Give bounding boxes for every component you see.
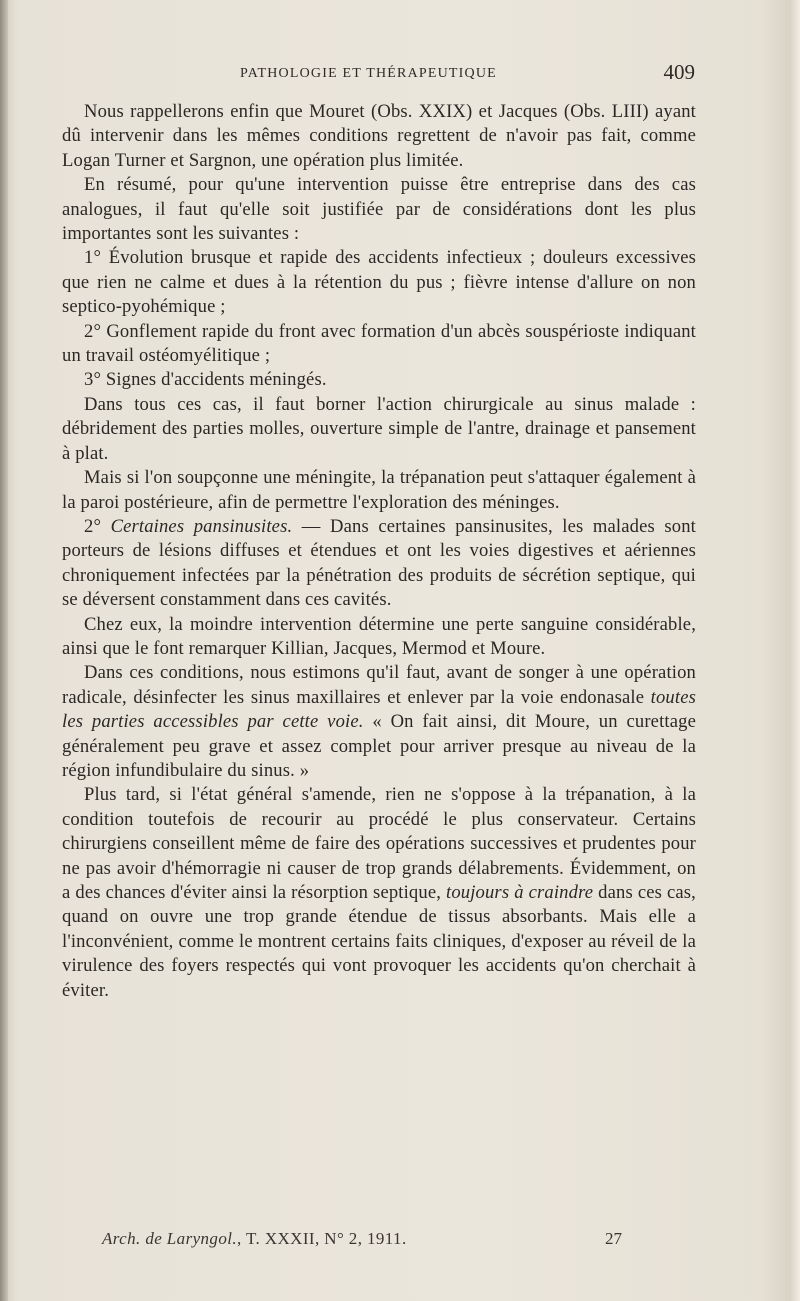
paragraph-text: Dans ces conditions, nous estimons qu'il faut, avant de songer à une opération radicale, désinfecter les sinus maxillaires et enlever par la voie endonasale	[62, 662, 696, 708]
section-text: — Dans certaines pansinusites, les malades sont porteurs de lésions diffuses et étendues et ont les voies digestives et aériennes chroniquement infectées par la pénétration des produits de sécrétion septique, qui se déversent constamment dans ces cavités.	[62, 515, 696, 611]
paragraph: Dans tous ces cas, il faut borner l'action chirurgicale au sinus malade : débridement des parties molles, ouverture simple de l'antre, drainage et pansement à plat.	[62, 393, 696, 464]
paragraph: En résumé, pour qu'une intervention puisse être entreprise dans des cas analogues, il faut qu'elle soit justifiée par de considérations dont les plus importantes sont les suivantes :	[62, 174, 696, 245]
paragraph	[62, 783, 696, 1003]
paragraph-text: « On fait ainsi, dit Moure, un curettage généralement peu grave et assez complet pour arriver presque au niveau de la région infundibulaire du sinus. »	[62, 711, 696, 781]
page-footer	[102, 1229, 622, 1253]
page-number: 409	[663, 60, 695, 84]
body-text	[62, 100, 696, 1003]
list-item: 2° Gonflement rapide du front avec formation d'un abcès souspérioste indiquant un travail ostéomyélitique ;	[62, 320, 696, 367]
paragraph-text: Plus tard, si l'état général s'amende, rien ne s'oppose à la trépanation, à la condition toutefois de recourir au procédé le plus conservateur. Certains chirurgiens conseillent même de faire des opérations successives et prudentes pour ne pas avoir d'hémorragie ni causer de trop grands délabrements. Évidemment, on a des chances d'éviter ainsi la résorption septique,	[62, 784, 696, 903]
signature-mark: 27	[605, 1229, 622, 1248]
section-paragraph	[62, 515, 696, 613]
paragraph: Nous rappellerons enfin que Mouret (Obs. XXIX) et Jacques (Obs. LIII) ayant dû intervenir dans les mêmes conditions regrettent de n'avoir pas fait, comme Logan Turner et Sargnon, une opération plus limitée.	[62, 101, 696, 171]
paragraph-text: dans ces cas, quand on ouvre une trop grande étendue de tissus absorbants. Mais elle a l'inconvénient, comme le montrent certains faits cliniques, d'exposer au réveil de la virulence des foyers respectés qui vont provoquer les accidents qu'on cherchait à éviter.	[62, 882, 696, 1001]
list-item: 1° Évolution brusque et rapide des accidents infectieux ; douleurs excessives que rien ne calme et dues à la rétention du pus ; fièvre intense d'allure on non septico-pyohémique ;	[62, 247, 696, 318]
paragraph	[62, 661, 696, 783]
paragraph: Mais si l'on soupçonne une méningite, la trépanation peut s'attaquer également à la paroi postérieure, afin de permettre l'exploration des méninges.	[62, 467, 696, 513]
journal-volume: , T. XXXII, N° 2, 1911.	[237, 1229, 407, 1248]
section-number: 2°	[84, 515, 102, 537]
section-title: Certaines pansinusites.	[110, 515, 293, 537]
journal-name: Arch. de Laryngol.	[102, 1229, 237, 1248]
list-item: 3° Signes d'accidents méningés.	[84, 369, 327, 391]
page-edge	[790, 0, 800, 1301]
page-header	[90, 60, 695, 90]
paragraph: Chez eux, la moindre intervention détermine une perte sanguine considérable, ainsi que le font remarquer Killian, Jacques, Mermod et Moure.	[62, 613, 696, 659]
emphasis: toutes les parties accessibles par cette voie.	[62, 686, 696, 733]
journal-reference	[102, 1229, 407, 1249]
running-head: PATHOLOGIE ET THÉRAPEUTIQUE	[240, 66, 497, 81]
page-spine-shadow	[0, 0, 8, 1301]
emphasis: toujours à craindre	[446, 882, 594, 903]
